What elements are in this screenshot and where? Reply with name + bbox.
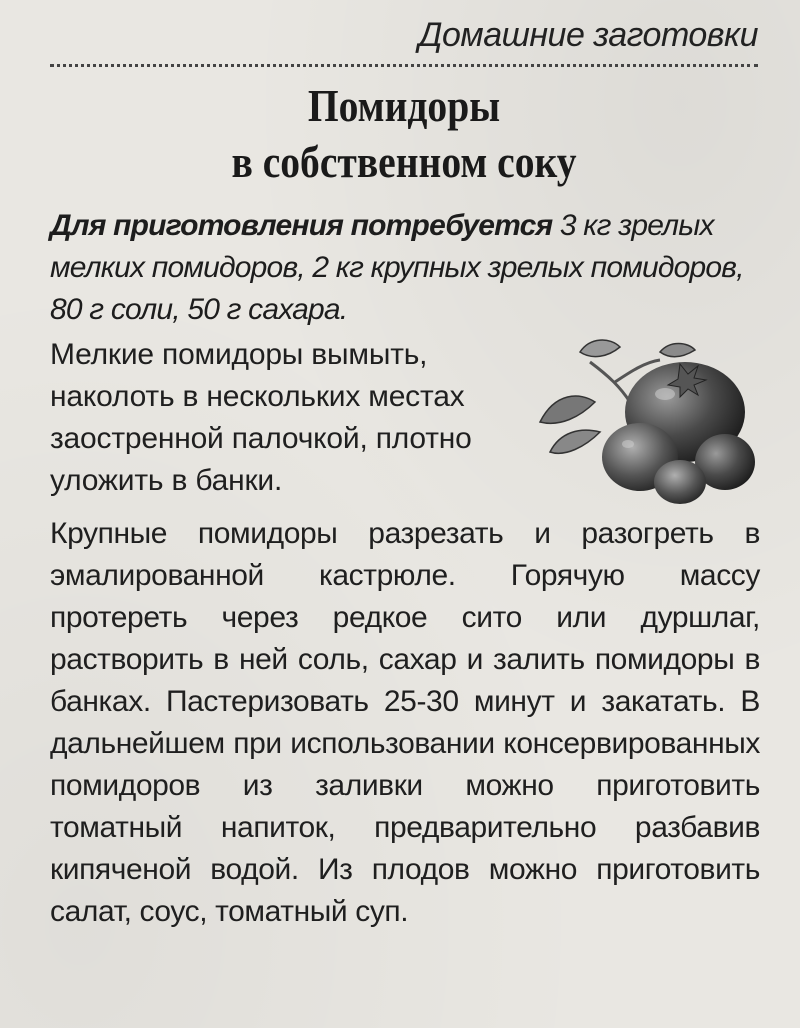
recipe-title-line-2: в собственном соку [231, 136, 577, 187]
section-divider [50, 64, 758, 67]
method-paragraph: Крупные помидоры разрезать и разогреть в эмалированной кастрюле. Горячую массу протереть через редкое сито или дуршлаг, растворить в ней соль, сахар и залить помидоры в банках. Пастеризовать 25-30 минут и закатать. В дальнейшем при использовании консервированных помидоров из заливки можно приготовить томатный напиток, предварительно разбавив кипяченой водой. Из плодов можно приготовить салат, соус, томатный суп. [50, 517, 760, 928]
ingredients-lead: Для приготовления потребуется [50, 209, 553, 242]
section-label: Домашние заготовки [418, 16, 758, 54]
ingredients-paragraph [50, 205, 760, 331]
tomato-branch-icon [520, 332, 770, 512]
recipe-title [100, 78, 709, 190]
intro-paragraph: Мелкие помидоры вымыть, наколоть в нескольких местах заостренной палочкой, плотно уложить в банки. [50, 338, 472, 497]
recipe-title-line-1: Помидоры [307, 80, 501, 131]
ingredients-list: 3 кг зрелых мелких помидоров, 2 кг крупных зрелых помидоров, 80 г соли, 50 г сахара. [50, 209, 744, 326]
